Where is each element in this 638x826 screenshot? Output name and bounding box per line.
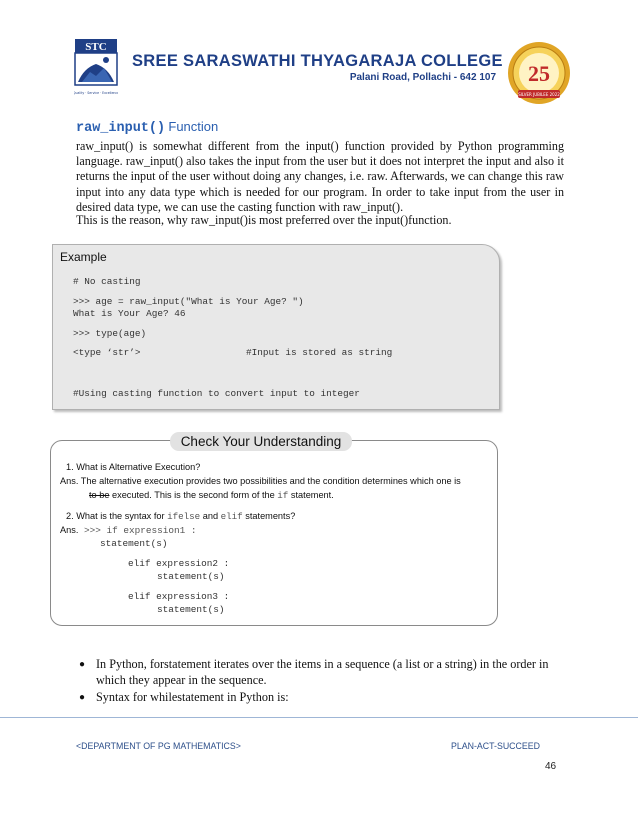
silver-jubilee-emblem [506,40,572,106]
bullet-item [79,690,559,706]
body-paragraph-last-line: This is the reason, why raw_input()is most preferred over the input()function. [76,213,452,227]
college-address: Palani Road, Pollachi - 642 107 [349,72,496,83]
example-line: # No casting [73,276,141,287]
jubilee-caption: SILVER JUBILEE 2022 [518,92,560,97]
example-title: Example [60,250,107,264]
question-2 [66,511,295,522]
answer-1-line-2 [89,490,334,501]
code-line: statement(s) [157,571,225,582]
code-line: elif expression3 : [128,591,230,602]
answer-1-prefix: Ans. [60,476,79,486]
question-2-end: statements? [242,511,296,521]
college-name: SREE SARASWATHI THYAGARAJA COLLEGE [132,52,503,70]
body-paragraph: raw_input() is somewhat different from the input() function provided by Python programming language. raw_input() also takes the input from the user but it does not interpret the input and also it returns the input of the user without doing any changes, i.e. raw. Afterwards, we can change this raw input into any data type which is needed for our program. In order to take input from the user in desired data type, we can use the casting function with raw_input(). [76,139,564,214]
footer-motto: PLAN-ACT-SUCCEED [451,741,540,751]
code-line: statement(s) [100,538,168,549]
inline-code-if: if [277,490,289,501]
bullet-text: In Python, forstatement iterates over the items in a sequence (a list or a string) in the order in which they appear in the sequence. [96,657,549,687]
answer-1-end: statement. [288,490,334,500]
page-number: 46 [545,761,557,772]
struck-text: to be [89,490,110,500]
section-heading [76,119,218,136]
code-line: statement(s) [157,604,225,615]
answer-1-text-2: executed. This is the second form of the [109,490,278,500]
answer-2-prefix: Ans. [60,525,79,535]
jubilee-number: 25 [528,61,550,86]
answer-1-text: The alternative execution provides two possibilities and the condition determines which one is [80,476,461,486]
question-2-mid: and [200,511,221,521]
bullet-dot: ● [79,659,86,670]
college-logo [74,38,118,104]
example-line: >>> age = raw_input("What is Your Age? ") [73,296,304,307]
example-line: >>> type(age) [73,328,147,339]
bullet-dot: ● [79,692,86,703]
check-understanding-title: Check Your Understanding [170,432,352,451]
example-line: #Using casting function to convert input to integer [73,388,360,399]
section-heading-code: raw_input() [76,121,166,136]
example-line: <type ‘str’> [73,347,141,358]
section-heading-word: Function [168,119,219,134]
logo-caption: Quality · Service · Excellence [74,91,118,95]
example-box [52,244,500,410]
logo-text: STC [85,41,107,53]
question-1: 1. What is Alternative Execution? [66,462,201,472]
bullet-item [79,657,559,689]
code-line: >>> if expression1 : [84,525,197,536]
example-line: What is Your Age? 46 [73,308,186,319]
bullet-text: Syntax for whilestatement in Python is: [96,690,289,704]
inline-code-elif: elif [220,511,243,522]
example-comment: #Input is stored as string [246,347,393,358]
inline-code-ifelse: ifelse [167,511,201,522]
footer-department: <DEPARTMENT OF PG MATHEMATICS> [76,741,241,751]
question-2-prefix: 2. What is the syntax for [66,511,168,521]
footer-divider [0,717,638,718]
answer-1-line-1 [60,476,461,486]
code-line: elif expression2 : [128,558,230,569]
